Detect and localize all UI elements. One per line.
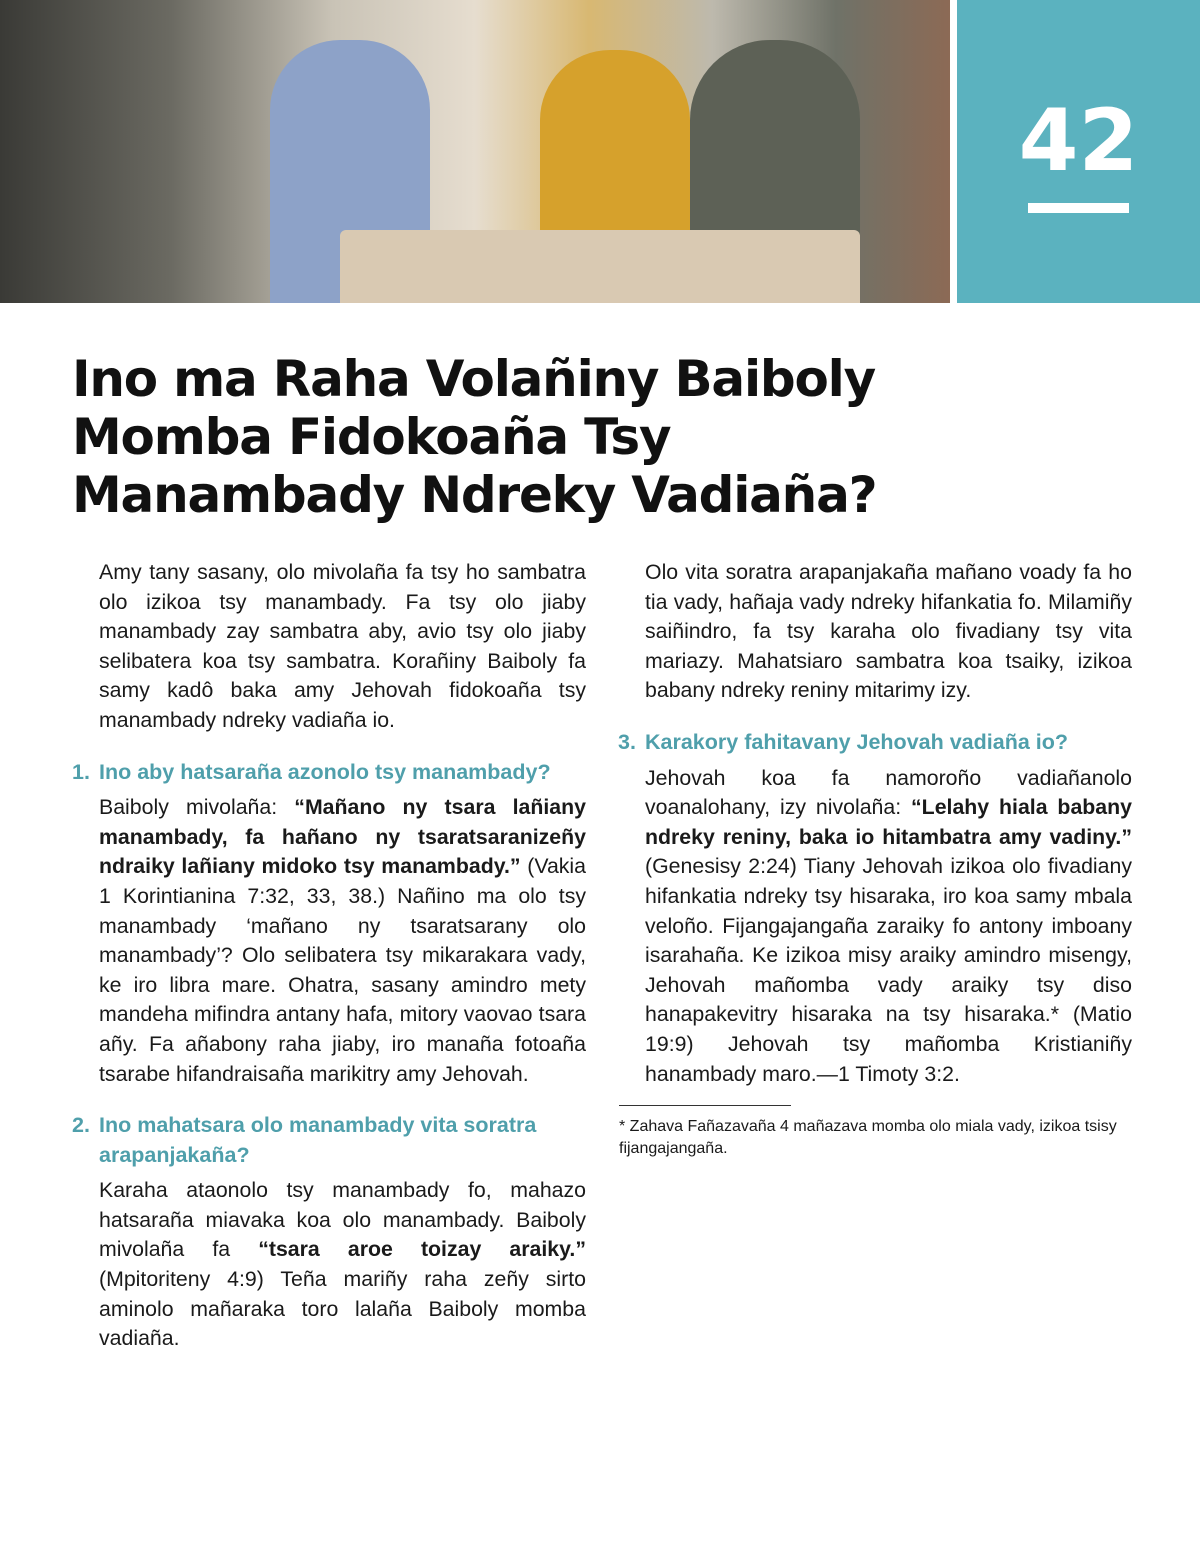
text: (Mpitoriteny 4:9) Teña mariñy raha zeñy sirto aminolo mañaraka toro lalaña Baiboly momba vadiaña. [99, 1267, 586, 1351]
footnote-divider [619, 1105, 791, 1106]
intro-paragraph: Amy tany sasany, olo mivolaña fa tsy ho sambatra olo izikoa tsy manambady. Fa tsy olo jiaby manambady zay sambatra aby, avio tsy olo jiaby selibatera koa tsy sambatra. Korañiny Baiboly fa samy kadô baka amy Jehovah fidokoaña tsy manambady ndreky vadiaña io. [99, 560, 586, 732]
answer-paragraph [99, 1176, 586, 1354]
chapter-number-underline [1028, 203, 1129, 213]
question-heading [72, 758, 586, 788]
text: Baiboly mivolaña: [99, 795, 295, 820]
question-heading [72, 1111, 586, 1170]
question-text: Karakory fahitavany Jehovah vadiaña io? [645, 729, 1068, 754]
text: Karaha ataonolo tsy manambady fo, mahazo hatsaraña miavaka koa olo manambady. Baiboly mivolaña fa [99, 1178, 586, 1262]
answer-paragraph [645, 764, 1132, 1090]
question-text: Ino aby hatsaraña azonolo tsy manambady? [99, 759, 551, 784]
question-text: Ino mahatsara olo manambady vita soratra arapanjakaña? [99, 1113, 537, 1167]
header-photo [0, 0, 950, 303]
scripture-quote: “tsara aroe toizay araiky.” [258, 1237, 586, 1262]
chapter-number: 42 [1018, 91, 1139, 191]
right-column [618, 558, 1132, 1159]
scripture-quote: “Mañano ny tsara lañiany manambady, fa hañano ny tsaratsaranizeñy ndraiky lañiany midoko tsy manambady.” [99, 795, 586, 879]
text: (Vakia 1 Korintianina 7:32, 33, 38.) Nañino ma olo tsy manambady ‘mañano ny tsaratsarany olo manambady’? Olo selibatera tsy mikarakara vady, ke iro libra mare. Ohatra, sasany amindro mety mandeha mifindra antany hafa, mitory vaovao tsara añy. Fa añabony raha jiaby, iro manaña fotoaña tsarabe hifandraisaña marikitry amy Jehovah. [99, 854, 587, 1086]
photo-table [340, 230, 860, 303]
left-column [72, 558, 587, 1354]
question-number: 1. [72, 759, 90, 784]
footnote: * Zahava Fañazavaña 4 mañazava momba olo miala vady, izikoa tsisy fijangajangaña. [619, 1118, 1117, 1157]
page-title: Ino ma Raha Volañiny Baiboly Momba Fidokoaña Tsy Manambady Ndreky Vadiaña? [72, 350, 877, 524]
answer-paragraph-continued: Olo vita soratra arapanjakaña mañano voady fa ho tia vady, hañaja vady ndreky hifankatia fo. Milamiñy saiñindro, fa tsy karaha olo fivadiany tsy vita mariazy. Mahatsiaro sambatra koa tsaiky, izikoa babany ndreky reniny mitarimy izy. [645, 560, 1132, 703]
text: (Genesisy 2:24) Tiany Jehovah izikoa olo fivadiany hifankatia ndreky tsy hisaraka, iro koa samy mbala veloño. Fijangajangaña zaraiky fo antony imboany isarahaña. Ke izikoa misy araiky amindro misengy, Jehovah mañomba vady araiky tsy diso hanapakevitry hisaraka na tsy hisaraka.* (Matio 19:9) Jehovah tsy mañomba Kristianiñy hanambady maro.—1 Timoty 3:2. [645, 854, 1132, 1086]
answer-paragraph [99, 793, 586, 1089]
question-heading [618, 728, 1132, 758]
question-number: 3. [618, 729, 636, 754]
photo-person [540, 50, 690, 250]
scripture-quote: “Lelahy hiala babany ndreky reniny, baka io hitambatra amy vadiny.” [645, 795, 1132, 849]
chapter-number-box [957, 0, 1200, 303]
text: Jehovah koa fa namoroño vadiañanolo voanalohany, izy nivolaña: [645, 765, 1132, 820]
question-number: 2. [72, 1113, 90, 1138]
